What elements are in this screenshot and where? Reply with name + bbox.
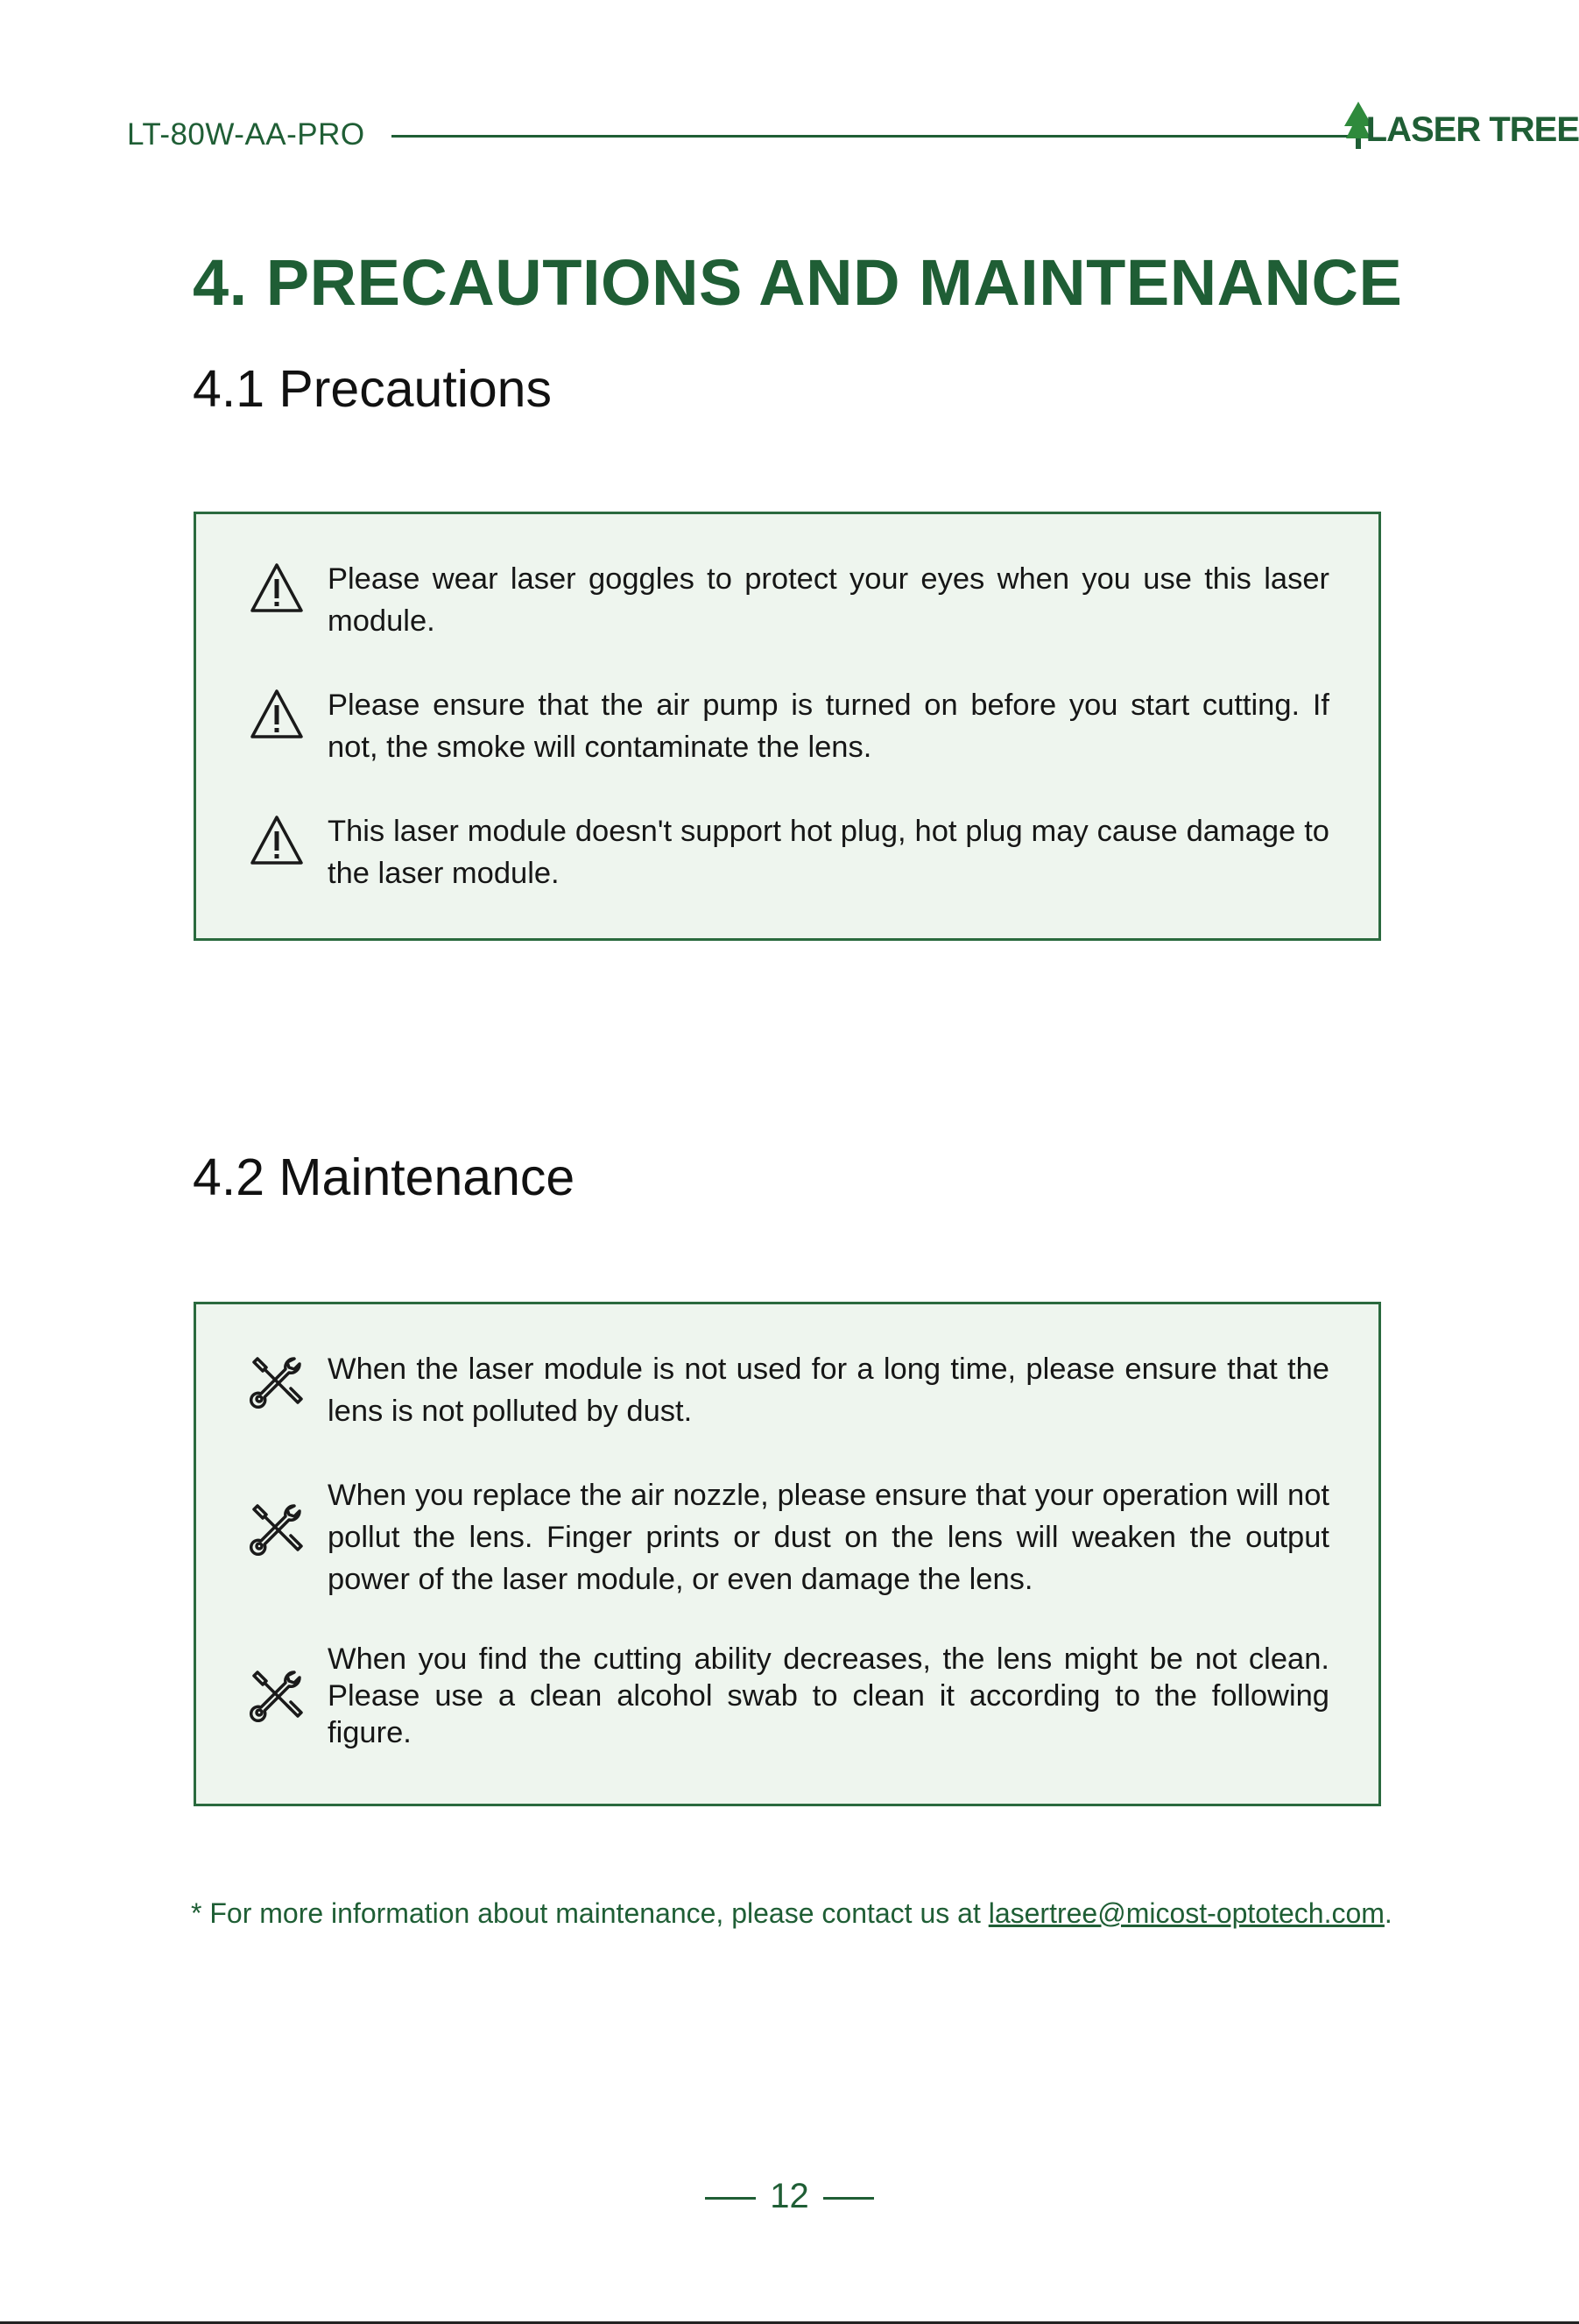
footnote-suffix: .	[1384, 1897, 1392, 1929]
precautions-box	[194, 512, 1381, 941]
page-number	[0, 2177, 1579, 2216]
page-number-value: 12	[770, 2177, 809, 2215]
footnote-text: * For more information about maintenance, please contact us at	[191, 1897, 989, 1929]
brand-name: LASER TREE	[1365, 110, 1579, 149]
page-number-dash-left	[705, 2197, 756, 2200]
maintenance-box	[194, 1302, 1381, 1806]
contact-email-link[interactable]: lasertree@micost-optotech.com	[988, 1897, 1385, 1929]
tools-icon	[249, 1353, 305, 1409]
tools-icon	[249, 1667, 305, 1723]
footnote	[191, 1897, 1417, 1930]
warning-icon	[249, 560, 305, 616]
warning-icon	[249, 686, 305, 742]
precaution-text: Please wear laser goggles to protect your eyes when you use this laser module.	[328, 562, 1329, 638]
maintenance-text: When you find the cutting ability decreases, the lens might be not clean. Please use a clean alcohol swab to clean it according to the following figure.	[328, 1642, 1329, 1749]
page-header	[127, 110, 1579, 158]
warning-icon	[249, 812, 305, 868]
page-number-dash-right	[823, 2197, 874, 2200]
precaution-text: Please ensure that the air pump is turned on before you start cutting. If not, the smoke will contaminate the lens.	[328, 689, 1329, 764]
header-rule	[391, 135, 1357, 138]
tools-icon	[249, 1501, 305, 1557]
maintenance-text: When you replace the air nozzle, please ensure that your operation will not pollut the lens. Finger prints or dust on the lens will weaken the output power of the laser module, or even damage the lens.	[328, 1479, 1329, 1596]
model-name: LT-80W-AA-PRO	[127, 117, 365, 152]
maintenance-text: When the laser module is not used for a long time, please ensure that the lens is not polluted by dust.	[328, 1353, 1329, 1428]
page-title: 4. PRECAUTIONS AND MAINTENANCE	[193, 246, 1403, 319]
maintenance-heading: 4.2 Maintenance	[193, 1148, 575, 1206]
precautions-heading: 4.1 Precautions	[193, 360, 552, 418]
precaution-text: This laser module doesn't support hot plug, hot plug may cause damage to the laser module.	[328, 815, 1329, 890]
brand-logo	[1255, 107, 1579, 159]
